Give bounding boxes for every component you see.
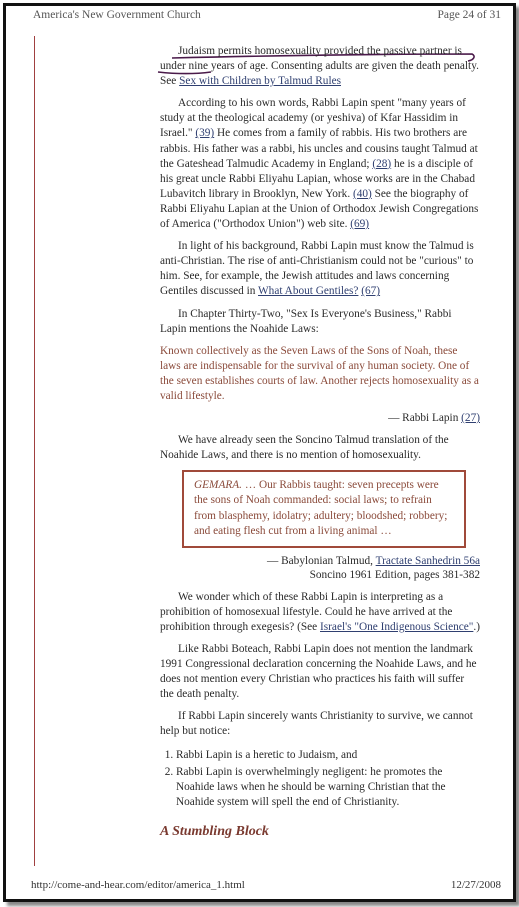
- list-item: 2. Rabbi Lapin is overwhelmingly negligent: he promotes the Noahide laws when he should be warning Christian that the Noahide system will spell the end of Christianity.: [176, 765, 480, 810]
- gemara-quote-box: [182, 470, 466, 547]
- paragraph-1-text: Judaism permits homosexuality provided the passive partner is under nine years of age. Consenting adults are given the death penalty. See: [160, 45, 479, 88]
- paragraph-3: [160, 239, 480, 299]
- citation-prefix: — Babylonian Talmud,: [267, 554, 376, 567]
- header-page-number: Page 24 of 31: [437, 9, 501, 21]
- paragraph-2-c: he is a disciple of his great uncle Rabbi Eliyahu Lapian, whose works are in the Chabad Lubavitch library in Brooklyn, New York.: [160, 157, 475, 200]
- attribution-text: — Rabbi Lapin: [388, 412, 462, 425]
- paragraph-8: If Rabbi Lapin sincerely wants Christianity to survive, we cannot help but notice:: [160, 710, 473, 738]
- one-indigenous-science-link[interactable]: Israel's "One Indigenous Science": [320, 620, 474, 633]
- footnote-27-link[interactable]: (27): [461, 412, 480, 425]
- footnote-40-link[interactable]: (40): [352, 187, 372, 200]
- citation-edition: Soncino 1961 Edition, pages 381-382: [309, 568, 480, 581]
- lapin-quote: Known collectively as the Seven Laws of the Sons of Noah, these laws are indispensable for the survival of any human society. One of the seven establishes courts of law. Another rejects homosexuality as a valid lifestyle.: [160, 344, 479, 402]
- paragraph-5: We have already seen the Soncino Talmud translation of the Noahide Laws, and there is no mention of homosexuality.: [160, 434, 449, 462]
- lapin-quote-attribution: [160, 411, 480, 426]
- sex-with-children-link[interactable]: Sex with Children by Talmud Rules: [179, 75, 341, 88]
- article-body: [160, 44, 480, 839]
- paragraph-6-b: .): [473, 620, 480, 633]
- paragraph-2-b: He comes from a family of rabbis. His two brothers are rabbis. His father was a rabbi, his uncles and cousins taught Talmud at the Gateshead Talmudic Academy in England;: [160, 127, 478, 170]
- paragraph-2-a: According to his own words, Rabbi Lapin spent "many years of study at the theological academy (or yeshiva) of Kfar Hassidim in Israel.": [160, 97, 466, 140]
- list-item: 1. Rabbi Lapin is a heretic to Judaism, and: [176, 748, 480, 763]
- gemara-label: GEMARA.: [194, 479, 242, 492]
- paragraph-3-a: In light of his background, Rabbi Lapin must know the Talmud is anti-Christian. The rise of anti-Christianism could not be "curious" to him. See, for example, the Jewish attitudes and laws concerning Gentiles discussed in: [160, 240, 474, 298]
- notice-list: [160, 748, 480, 810]
- footer-date: 12/27/2008: [450, 879, 501, 891]
- margin-rule: [34, 36, 35, 866]
- footnote-69-link[interactable]: (69): [350, 218, 370, 231]
- footnote-39-link[interactable]: (39): [195, 127, 215, 140]
- gemara-text: … Our Rabbis taught: seven precepts were the sons of Noah commanded: social laws; to refrain from blasphemy, idolatry; adultery; bloodshed; robbery; and eating flesh cut from a living animal …: [194, 479, 448, 537]
- paragraph-7: Like Rabbi Boteach, Rabbi Lapin does not mention the landmark 1991 Congressional declaration concerning the Noahide Laws, and he does not mention every Christian who practices his faith will suffer the death penalty.: [160, 643, 477, 701]
- footnote-28-link[interactable]: (28): [372, 157, 392, 170]
- paragraph-2-d: See the biography of Rabbi Eliyahu Lapian at the Union of Orthodox Jewish Congregations of America ("Orthodox Union") web site.: [160, 187, 479, 231]
- paragraph-6-a: We wonder which of these Rabbi Lapin is interpreting as a prohibition of homosexual lifestyle. Could he have arrived at the prohibition through exegesis? (See: [160, 590, 453, 633]
- paragraph-4: In Chapter Thirty-Two, "Sex Is Everyone's Business," Rabbi Lapin mentions the Noahide Laws:: [160, 307, 452, 335]
- tractate-sanhedrin-link[interactable]: Tractate Sanhedrin 56a: [375, 554, 480, 567]
- what-about-gentiles-link[interactable]: What About Gentiles?: [258, 285, 359, 298]
- footer-url: http://come-and-hear.com/editor/america_1.html: [31, 879, 245, 891]
- footnote-67-link[interactable]: (67): [361, 285, 381, 298]
- paragraph-6: [160, 590, 480, 635]
- section-heading: A Stumbling Block: [160, 823, 269, 839]
- paragraph-2: [160, 96, 480, 232]
- paragraph-1: [160, 44, 480, 89]
- header-site-title: America's New Government Church: [33, 9, 201, 21]
- page-frame: [3, 3, 516, 902]
- talmud-citation: [160, 554, 480, 582]
